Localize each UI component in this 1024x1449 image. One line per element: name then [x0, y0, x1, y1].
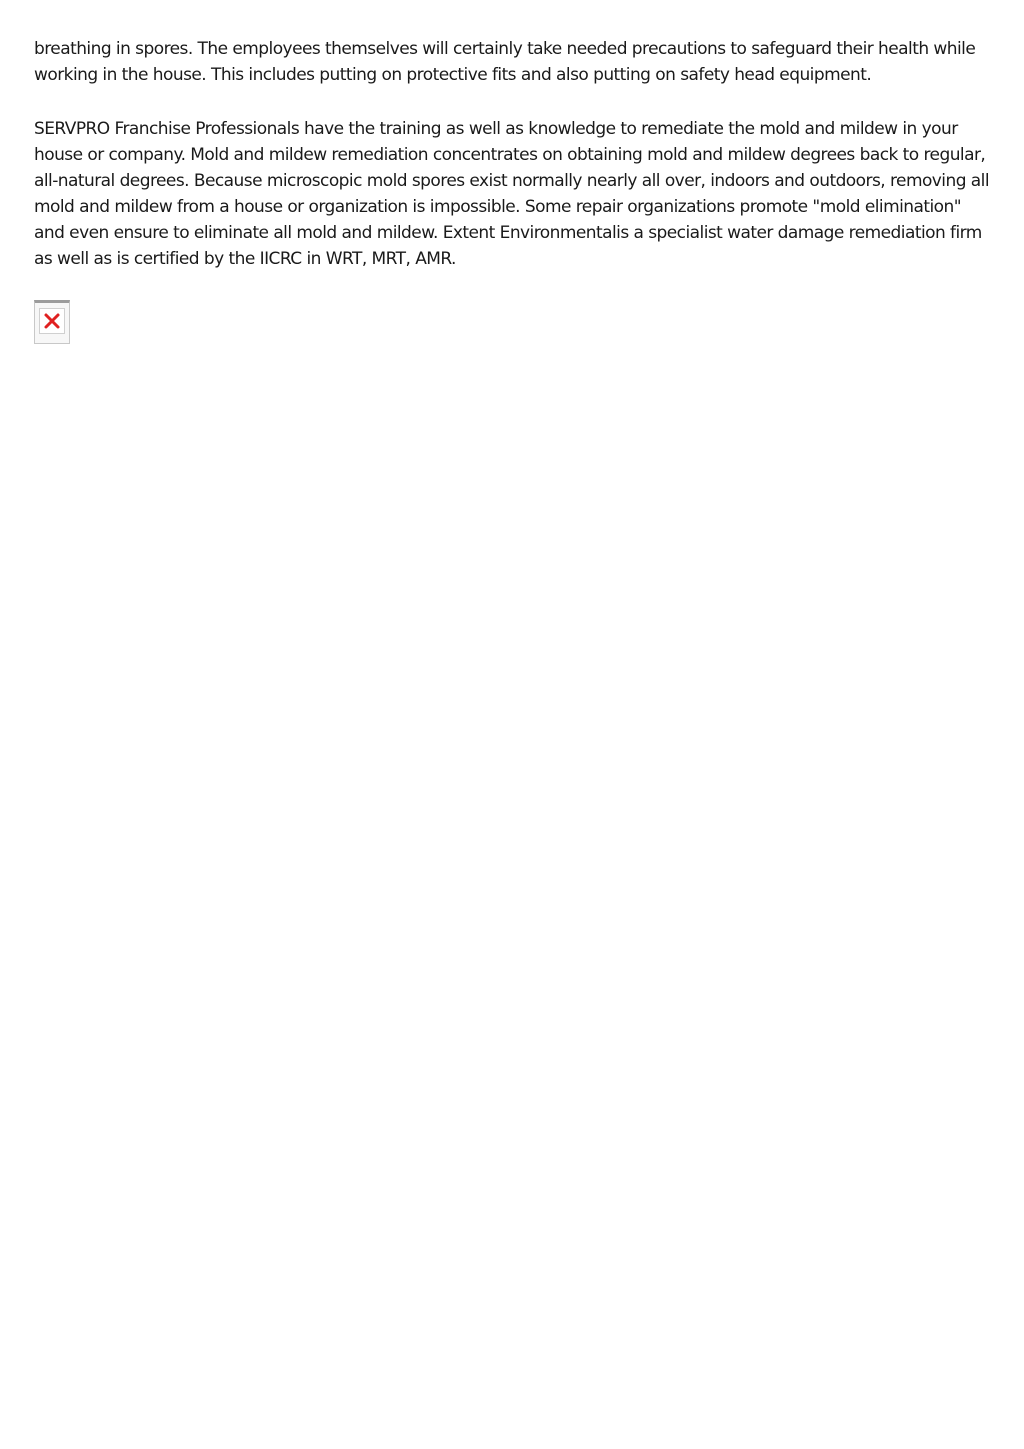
x-mark-icon [40, 309, 64, 333]
document-body [34, 36, 994, 300]
broken-image-placeholder[interactable] [34, 300, 70, 344]
broken-image-icon [39, 308, 65, 334]
paragraph: breathing in spores. The employees themselves will certainly take needed precautions to safeguard their health while working in the house. This includes putting on protective fits and also putting on safety head equipment. [34, 39, 976, 85]
paragraph: SERVPRO Franchise Professionals have the training as well as knowledge to remediate the mold and mildew in your house or company. Mold and mildew remediation concentrates on obtaining mold and mildew degrees back to regular, all-natural degrees. Because microscopic mold spores exist normally nearly all over, indoors and outdoors, removing all mold and mildew from a house or organization is impossible. Some repair organizations promote "mold elimination" and even ensure to eliminate all mold and mildew. Extent Environmentalis a specialist water damage remediation firm as well as is certified by the IICRC in WRT, MRT, AMR. [34, 119, 990, 269]
